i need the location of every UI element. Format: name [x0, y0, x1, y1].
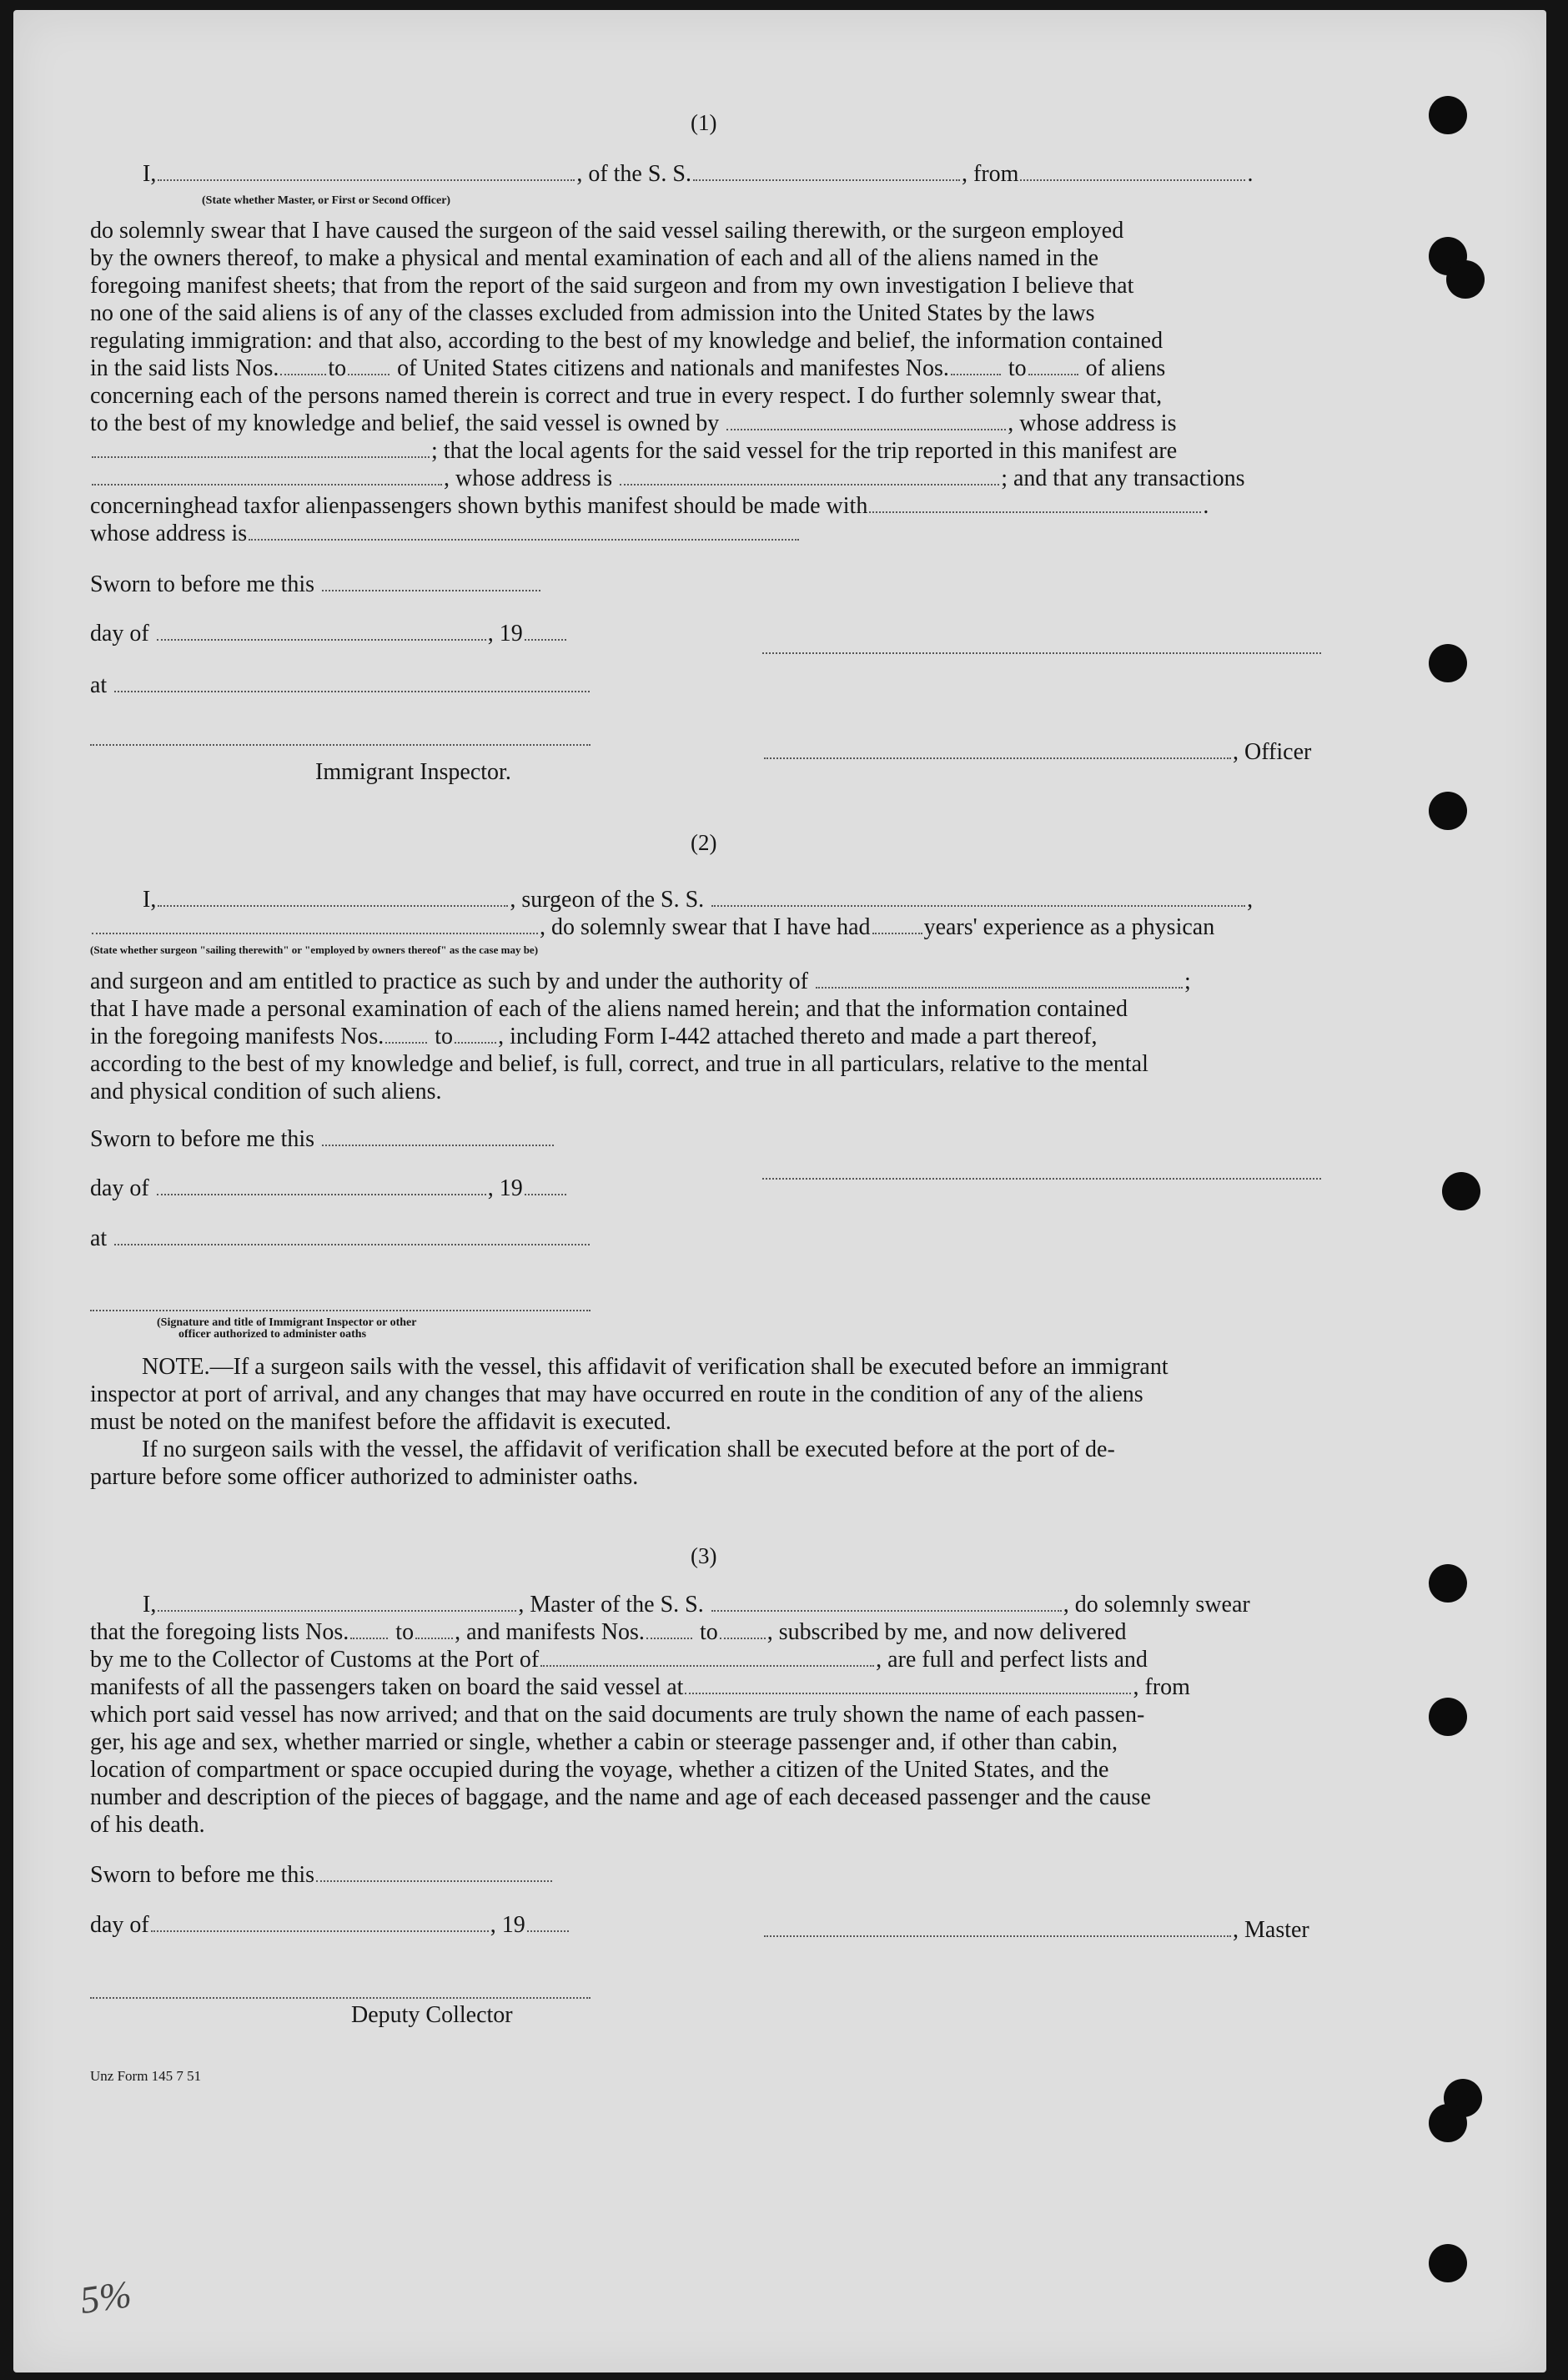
- section-1-line-1: [143, 160, 1253, 188]
- month-field[interactable]: [151, 1930, 489, 1932]
- label: to the best of my knowledge and belief, the said vessel is owned by: [90, 410, 720, 436]
- punch-hole: [1429, 644, 1467, 682]
- section-1-headtax-line: [90, 492, 1209, 520]
- surgeon-status-field[interactable]: [92, 932, 538, 934]
- label: in the said lists Nos.: [90, 355, 279, 381]
- master-vessel-field[interactable]: [711, 1609, 1062, 1612]
- section-3-body: [90, 1701, 1329, 1839]
- text-line: of his death.: [90, 1812, 205, 1838]
- label: .: [1203, 493, 1209, 519]
- text-line: and physical condition of such aliens.: [90, 1079, 442, 1104]
- text-line: by the owners thereof, to make a physical and mental examination of each and all of the aliens named in the: [90, 245, 1099, 271]
- text-line: ger, his age and sex, whether married or single, whether a cabin or steerage passenger and, if other than cabin,: [90, 1729, 1118, 1755]
- deputy-collector-label: Deputy Collector: [351, 2002, 513, 2028]
- section-2-sworn: [90, 1125, 555, 1153]
- label: ,: [1247, 887, 1254, 913]
- year-field[interactable]: [525, 1193, 566, 1195]
- label: , and manifests Nos.: [455, 1619, 645, 1645]
- administering-officer-signature-line[interactable]: [90, 1310, 591, 1311]
- year-field[interactable]: [527, 1930, 569, 1932]
- label: , 19: [490, 1912, 525, 1938]
- signature-note: officer authorized to administer oaths: [178, 1328, 367, 1341]
- text-line: location of compartment or space occupied during the voyage, whether a citizen of the United States, and the: [90, 1757, 1109, 1783]
- immigrant-inspector-label: Immigrant Inspector.: [315, 759, 511, 785]
- label: years' experience as a physican: [923, 914, 1215, 940]
- label: I,: [143, 1592, 157, 1618]
- signature-note: (Signature and title of Immigrant Inspector or other: [157, 1316, 417, 1329]
- label: at: [90, 1225, 108, 1251]
- punch-hole: [1429, 1564, 1467, 1603]
- place-field[interactable]: [114, 1243, 590, 1245]
- manifest-from-field[interactable]: [385, 1041, 427, 1044]
- section-1-at: [90, 672, 591, 699]
- text-line: NOTE.—If a surgeon sails with the vessel, this affidavit of verification shall be executed before an immigrant: [142, 1354, 1168, 1380]
- surgeon-name-field[interactable]: [158, 904, 508, 907]
- section-2-line-1: [143, 886, 1253, 913]
- text-line: If no surgeon sails with the vessel, the affidavit of verification shall be executed before at the port of de-: [142, 1437, 1115, 1462]
- section-1-owned-line: [90, 410, 1176, 437]
- years-experience-field[interactable]: [872, 932, 922, 934]
- section-3-line-2: [90, 1618, 1127, 1646]
- note-paragraph-1: [90, 1353, 1329, 1436]
- section-1-concerning-line: concerning each of the persons named therein is correct and true in every respect. I do further solemnly swear that,: [90, 383, 1163, 409]
- section-2-exam-line: that I have made a personal examination of each of the aliens named herein; and that the information contained: [90, 996, 1128, 1022]
- month-field[interactable]: [157, 638, 486, 641]
- label: , surgeon of the S. S.: [510, 887, 705, 913]
- punch-hole: [1429, 2104, 1467, 2142]
- officer-name-field[interactable]: [158, 179, 575, 181]
- text-line: parture before some officer authorized to administer oaths.: [90, 1464, 639, 1490]
- section-1-sworn: [90, 571, 542, 598]
- deputy-signature-line[interactable]: [90, 1997, 591, 1999]
- label: , do solemnly swear that I have had: [540, 914, 871, 940]
- label: whose address is: [90, 521, 248, 546]
- text-line: number and description of the pieces of baggage, and the name and age of each deceased passenger and the cause: [90, 1784, 1151, 1810]
- label: ; and that any transactions: [1001, 465, 1245, 491]
- text-line: foregoing manifest sheets; that from the report of the said surgeon and from my own investigation I believe that: [90, 273, 1134, 299]
- label: of United States citizens and nationals and manifestes Nos.: [397, 355, 949, 381]
- citizen-list-to-field[interactable]: [348, 373, 389, 375]
- label: to: [395, 1619, 415, 1645]
- label: to: [328, 355, 347, 381]
- label: , Officer: [1233, 739, 1312, 765]
- port-field[interactable]: [540, 1664, 874, 1667]
- label: to: [435, 1024, 454, 1049]
- text-line: must be noted on the manifest before the affidavit is executed.: [90, 1409, 671, 1435]
- authority-field[interactable]: [816, 986, 1183, 989]
- officer-title-field[interactable]: [764, 757, 1231, 759]
- label: to: [699, 1619, 718, 1645]
- punch-hole: [1446, 260, 1485, 299]
- departure-port-field[interactable]: [685, 1692, 1131, 1694]
- label: of aliens: [1085, 355, 1166, 381]
- year-field[interactable]: [525, 638, 566, 641]
- label: ;: [1184, 969, 1191, 994]
- label: Sworn to before me this: [90, 571, 315, 597]
- headtax-party-field[interactable]: [869, 511, 1201, 513]
- place-field[interactable]: [114, 690, 590, 692]
- text-line: regulating immigration: and that also, according to the best of my knowledge and belief, the information contained: [90, 328, 1163, 354]
- section-1-day-of: [90, 620, 568, 647]
- section-1-number: (1): [691, 110, 717, 135]
- label: ; that the local agents for the said vessel for the trip reported in this manifest are: [431, 438, 1178, 464]
- label: , subscribed by me, and now delivered: [766, 1619, 1127, 1645]
- label: in the foregoing manifests Nos.: [90, 1024, 384, 1049]
- officer-rank-note: (State whether Master, or First or Second Officer): [202, 194, 451, 207]
- from-port-field[interactable]: [1020, 179, 1245, 181]
- label: I,: [143, 887, 157, 913]
- punch-hole: [1429, 1698, 1467, 1736]
- manifest-to-field[interactable]: [720, 1637, 766, 1639]
- label: , including Form I-442 attached thereto and made a part thereof,: [498, 1024, 1098, 1049]
- section-1-officer-title: [762, 738, 1311, 766]
- text-line: which port said vessel has now arrived; and that on the said documents are truly shown the name of each passen-: [90, 1702, 1145, 1728]
- sworn-date-field[interactable]: [322, 589, 540, 591]
- section-3-number: (3): [691, 1543, 717, 1568]
- section-3-sworn: [90, 1861, 554, 1889]
- punch-hole: [1429, 2244, 1467, 2282]
- section-2-authority-line: [90, 968, 1191, 995]
- section-3-line-1: [143, 1591, 1250, 1618]
- label: , Master of the S. S.: [518, 1592, 704, 1618]
- punch-hole: [1429, 792, 1467, 830]
- form-number: Unz Form 145 7 51: [90, 2068, 202, 2084]
- text-line: according to the best of my knowledge and belief, is full, correct, and true in all particulars, relative to the mental: [90, 1051, 1148, 1077]
- inspector-signature-line[interactable]: [90, 744, 591, 746]
- label: at: [90, 672, 108, 698]
- text-line: do solemnly swear that I have caused the surgeon of the said vessel sailing therewith, or the surgeon employed: [90, 218, 1124, 244]
- punch-hole: [1442, 1172, 1480, 1210]
- section-3-day-of: [90, 1911, 570, 1939]
- label: day of: [90, 1912, 149, 1938]
- label: , Master: [1233, 1917, 1309, 1943]
- alien-manifest-from-field[interactable]: [951, 373, 1001, 375]
- label: day of: [90, 621, 149, 647]
- label: , of the S. S.: [576, 161, 692, 187]
- section-2-number: (2): [691, 830, 717, 855]
- text-line: no one of the said aliens is of any of the classes excluded from admission into the United States by the laws: [90, 300, 1095, 326]
- text-line: inspector at port of arrival, and any changes that may have occurred en route in the condition of any of the aliens: [90, 1381, 1143, 1407]
- label: , are full and perfect lists and: [876, 1647, 1148, 1673]
- label: , whose address is: [444, 465, 613, 491]
- label: , do solemnly swear: [1063, 1592, 1250, 1618]
- owner-field[interactable]: [726, 428, 1006, 430]
- punch-hole: [1429, 96, 1467, 134]
- section-2-body-end: [90, 1050, 1329, 1105]
- label: to: [1008, 355, 1027, 381]
- vessel-name-field[interactable]: [693, 179, 960, 181]
- handwritten-mark: 5%: [77, 2272, 134, 2322]
- sworn-date-field[interactable]: [322, 1144, 554, 1146]
- officer-signature-line[interactable]: [762, 652, 1321, 654]
- manifest-oath-sheet: [13, 10, 1546, 2372]
- master-signature-field[interactable]: [764, 1935, 1231, 1937]
- section-1-whose-line: [90, 465, 1245, 492]
- label: .: [1247, 161, 1254, 187]
- label: by me to the Collector of Customs at the Port of: [90, 1647, 540, 1673]
- section-3-line-4: [90, 1673, 1190, 1701]
- label: Sworn to before me this: [90, 1862, 315, 1888]
- section-3-line-3: [90, 1646, 1148, 1673]
- section-2-at: [90, 1225, 591, 1252]
- list-from-field[interactable]: [350, 1637, 388, 1639]
- section-2-line-2: [90, 913, 1214, 941]
- section-1-body: [90, 217, 1329, 355]
- headtax-address-field[interactable]: [249, 538, 799, 541]
- note-paragraph-2: [90, 1436, 1329, 1491]
- month-field[interactable]: [157, 1193, 486, 1195]
- citizen-list-from-field[interactable]: [280, 373, 326, 375]
- section-3-master-sig: [762, 1916, 1309, 1944]
- section-1-lists-line: [90, 355, 1165, 382]
- surgeon-signature-line[interactable]: [762, 1178, 1321, 1180]
- local-agents-field[interactable]: [92, 483, 442, 486]
- label: concerninghead taxfor alienpassengers shown bythis manifest should be made with: [90, 493, 868, 519]
- label: that the foregoing lists Nos.: [90, 1619, 349, 1645]
- label: I,: [143, 161, 157, 187]
- label: day of: [90, 1175, 149, 1201]
- manifest-from-field[interactable]: [646, 1637, 692, 1639]
- label: manifests of all the passengers taken on board the said vessel at: [90, 1674, 684, 1700]
- section-1-agents-line: [90, 437, 1177, 465]
- surgeon-status-note: (State whether surgeon "sailing therewith" or "employed by owners thereof" as the case may be): [90, 943, 539, 956]
- sworn-date-field[interactable]: [316, 1879, 552, 1882]
- manifest-to-field[interactable]: [455, 1041, 496, 1044]
- label: , from: [1133, 1674, 1190, 1700]
- master-name-field[interactable]: [158, 1609, 516, 1612]
- label: , from: [962, 161, 1019, 187]
- section-2-day-of: [90, 1175, 568, 1202]
- label: , 19: [487, 1175, 523, 1201]
- owner-address-field[interactable]: [92, 455, 430, 458]
- surgeon-vessel-field[interactable]: [711, 904, 1245, 907]
- label: and surgeon and am entitled to practice as such by and under the authority of: [90, 969, 808, 994]
- alien-manifest-to-field[interactable]: [1028, 373, 1078, 375]
- agents-address-field[interactable]: [620, 483, 999, 486]
- list-to-field[interactable]: [415, 1637, 453, 1639]
- section-2-manifests-line: [90, 1023, 1097, 1050]
- label: , whose address is: [1008, 410, 1177, 436]
- label: Sworn to before me this: [90, 1126, 315, 1152]
- label: , 19: [487, 621, 523, 647]
- section-1-address-line: [90, 520, 801, 547]
